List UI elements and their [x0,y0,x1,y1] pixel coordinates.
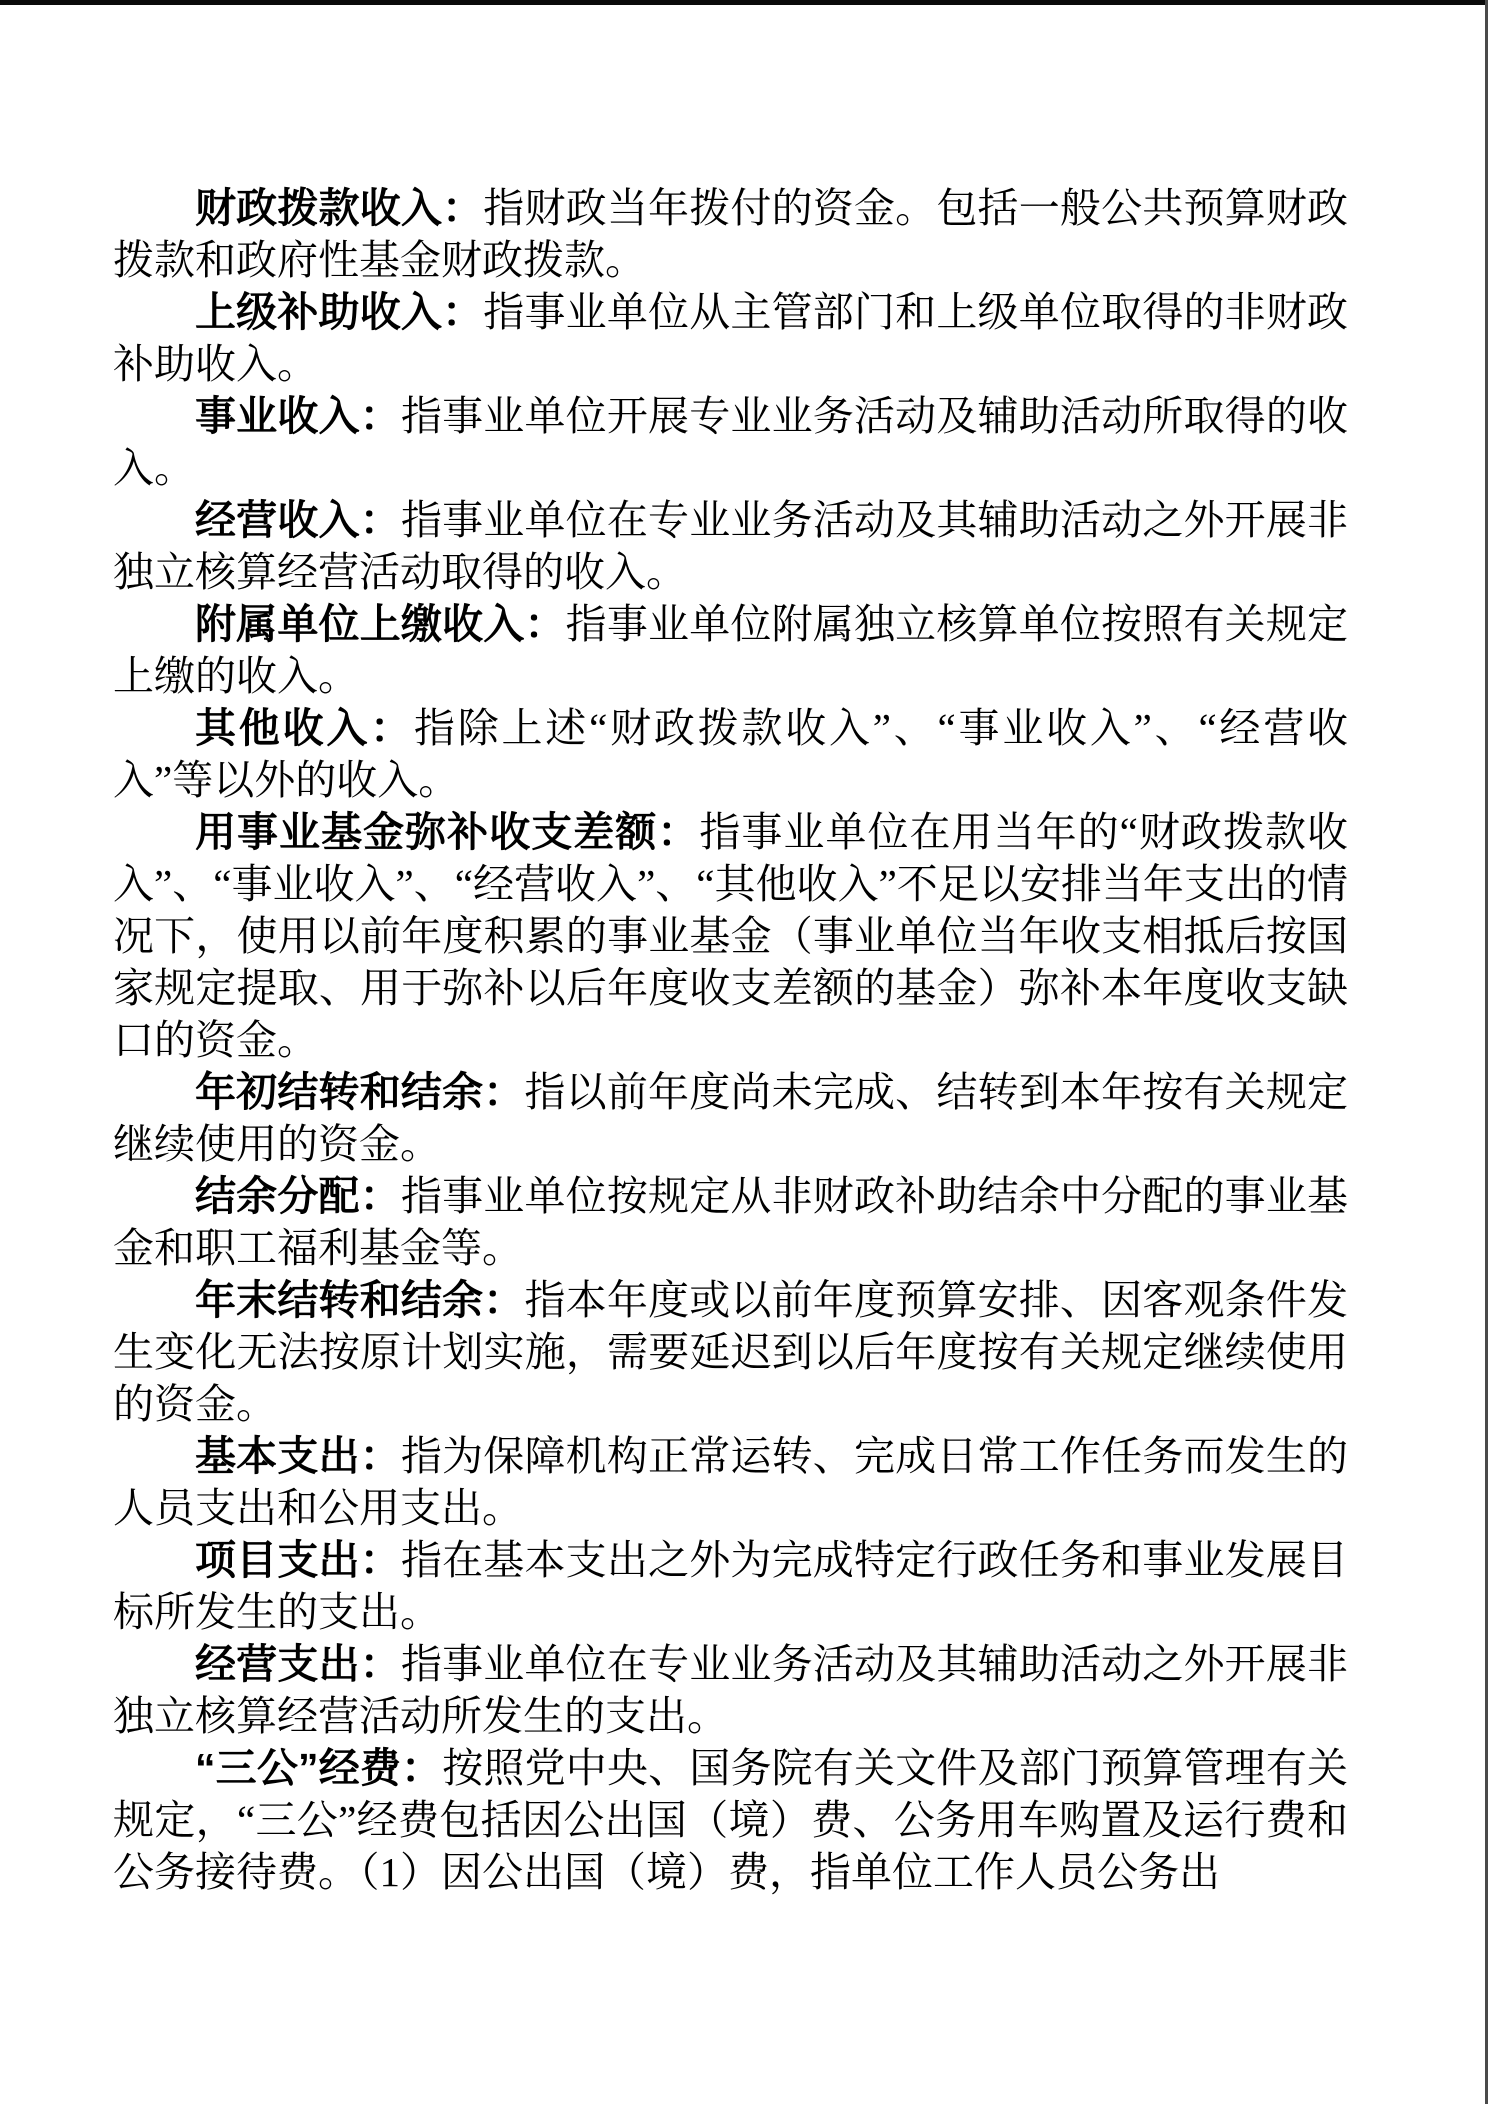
glossary-term: 其他收入： [195,705,414,751]
glossary-definition: 指以前年度尚未完成、结转到本年按有关规定继续使用的资金。 [113,1069,1349,1167]
glossary-definition: 指事业单位在用当年的“财政拨款收入”、“事业收入”、“经营收入”、“其他收入”不足以安排当年支出的情况下，使用以前年度积累的事业基金（事业单位当年收支相抵后按国家规定提取、用于弥补以后年度收支差额的基金）弥补本年度收支缺口的资金。 [113,809,1348,1063]
glossary-term: 年初结转和结余： [195,1069,525,1115]
glossary-term: 结余分配： [195,1173,401,1219]
glossary-definition: 指本年度或以前年度预算安排、因客观条件发生变化无法按原计划实施，需要延迟到以后年度按有关规定继续使用的资金。 [113,1277,1349,1427]
glossary-term: 用事业基金弥补收支差额： [195,809,700,855]
glossary-term: 项目支出： [195,1537,401,1583]
glossary-paragraph [113,1274,1348,1430]
glossary-paragraph [113,1534,1348,1638]
document-body [113,182,1348,1898]
glossary-definition: 指事业单位在专业业务活动及其辅助活动之外开展非独立核算经营活动所发生的支出。 [113,1641,1349,1739]
glossary-paragraph [113,702,1348,806]
glossary-definition: 指事业单位从主管部门和上级单位取得的非财政补助收入。 [113,289,1348,387]
glossary-paragraph [113,1742,1348,1898]
glossary-definition: 指财政当年拨付的资金。包括一般公共预算财政拨款和政府性基金财政拨款。 [113,185,1348,283]
glossary-paragraph [113,286,1348,390]
scan-edge-top [0,0,1488,5]
glossary-paragraph [113,1430,1348,1534]
glossary-term: 年末结转和结余： [195,1277,525,1323]
glossary-definition: 指除上述“财政拨款收入”、“事业收入”、“经营收入”等以外的收入。 [113,705,1348,803]
glossary-term: 事业收入： [195,393,401,439]
glossary-term: 经营收入： [195,497,401,543]
glossary-paragraph [113,806,1348,1066]
glossary-paragraph [113,1638,1348,1742]
glossary-paragraph [113,494,1348,598]
glossary-definition: 指为保障机构正常运转、完成日常工作任务而发生的人员支出和公用支出。 [113,1433,1349,1531]
glossary-definition: 指在基本支出之外为完成特定行政任务和事业发展目标所发生的支出。 [113,1537,1349,1635]
glossary-paragraph [113,1170,1348,1274]
glossary-paragraph [113,390,1348,494]
glossary-definition: 指事业单位按规定从非财政补助结余中分配的事业基金和职工福利基金等。 [113,1173,1349,1271]
glossary-term: 经营支出： [195,1641,401,1687]
glossary-term: 基本支出： [195,1433,401,1479]
glossary-definition: 按照党中央、国务院有关文件及部门预算管理有关规定，“三公”经费包括因公出国（境）费、公务用车购置及运行费和公务接待费。（1）因公出国（境）费，指单位工作人员公务出 [113,1745,1348,1895]
glossary-term: 财政拨款收入： [195,185,484,231]
glossary-paragraph [113,1066,1348,1170]
glossary-definition: 指事业单位在专业业务活动及其辅助活动之外开展非独立核算经营活动取得的收入。 [113,497,1349,595]
glossary-paragraph [113,182,1348,286]
glossary-paragraph [113,598,1348,702]
glossary-definition: 指事业单位开展专业业务活动及辅助活动所取得的收入。 [113,393,1349,491]
glossary-term: 上级补助收入： [195,289,484,335]
glossary-term: “三公”经费： [195,1745,443,1791]
glossary-term: 附属单位上缴收入： [195,601,566,647]
glossary-definition: 指事业单位附属独立核算单位按照有关规定上缴的收入。 [113,601,1349,699]
